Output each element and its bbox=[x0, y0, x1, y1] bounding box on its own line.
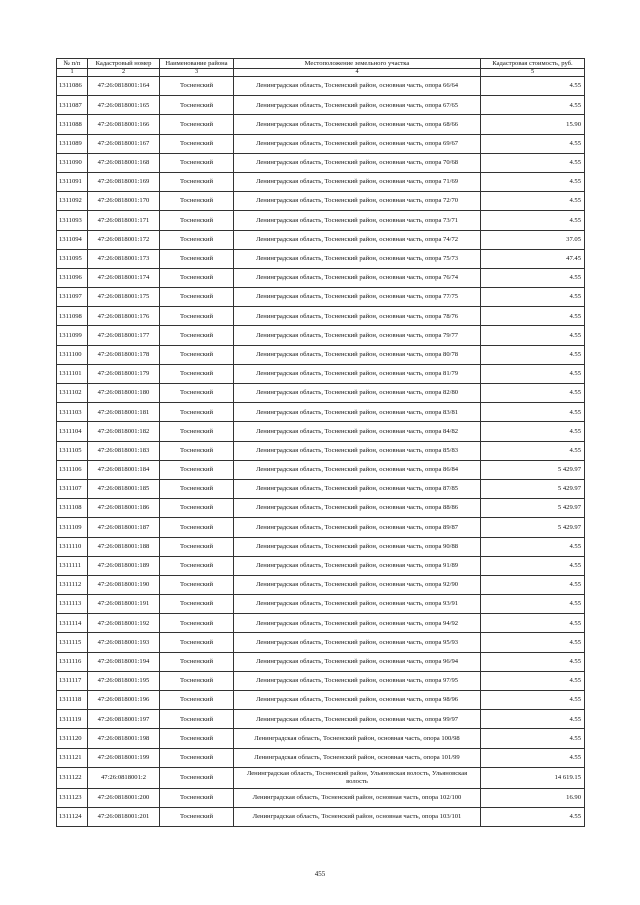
land-location: Ленинградская область, Тосненский район, основная часть, опора 84/82 bbox=[234, 422, 481, 441]
row-index: 1311097 bbox=[57, 288, 88, 307]
cadastral-value: 4.55 bbox=[481, 172, 585, 191]
cadastral-number: 47:26:0818001:183 bbox=[88, 441, 160, 460]
row-index: 1311101 bbox=[57, 364, 88, 383]
column-number-row bbox=[57, 69, 585, 77]
column-number: 2 bbox=[88, 69, 160, 77]
land-location: Ленинградская область, Тосненский район, основная часть, опора 74/72 bbox=[234, 230, 481, 249]
header-cadastral-number: Кадастровый номер bbox=[88, 59, 160, 69]
district-name: Тосненский bbox=[160, 364, 234, 383]
row-index: 1311095 bbox=[57, 249, 88, 268]
header-district: Наименование района bbox=[160, 59, 234, 69]
district-name: Тосненский bbox=[160, 460, 234, 479]
row-index: 1311117 bbox=[57, 671, 88, 690]
land-location: Ленинградская область, Тосненский район, основная часть, опора 89/87 bbox=[234, 518, 481, 537]
table-row bbox=[57, 441, 585, 460]
cadastral-value: 4.55 bbox=[481, 134, 585, 153]
row-index: 1311121 bbox=[57, 748, 88, 767]
district-name: Тосненский bbox=[160, 595, 234, 614]
cadastral-number: 47:26:0818001:184 bbox=[88, 460, 160, 479]
district-name: Тосненский bbox=[160, 671, 234, 690]
district-name: Тосненский bbox=[160, 326, 234, 345]
cadastral-value: 4.55 bbox=[481, 691, 585, 710]
district-name: Тосненский bbox=[160, 729, 234, 748]
table-row bbox=[57, 807, 585, 826]
district-name: Тосненский bbox=[160, 422, 234, 441]
cadastral-number: 47:26:0818001:188 bbox=[88, 537, 160, 556]
district-name: Тосненский bbox=[160, 788, 234, 807]
land-location: Ленинградская область, Тосненский район, основная часть, опора 80/78 bbox=[234, 345, 481, 364]
land-location: Ленинградская область, Тосненский район, основная часть, опора 103/101 bbox=[234, 807, 481, 826]
row-index: 1311120 bbox=[57, 729, 88, 748]
district-name: Тосненский bbox=[160, 575, 234, 594]
cadastral-value: 4.55 bbox=[481, 441, 585, 460]
cadastral-number: 47:26:0818001:178 bbox=[88, 345, 160, 364]
cadastral-value: 4.55 bbox=[481, 537, 585, 556]
row-index: 1311123 bbox=[57, 788, 88, 807]
cadastral-number: 47:26:0818001:169 bbox=[88, 172, 160, 191]
district-name: Тосненский bbox=[160, 115, 234, 134]
row-index: 1311105 bbox=[57, 441, 88, 460]
district-name: Тосненский bbox=[160, 172, 234, 191]
row-index: 1311093 bbox=[57, 211, 88, 230]
table-row bbox=[57, 652, 585, 671]
cadastral-value: 4.55 bbox=[481, 326, 585, 345]
cadastral-value: 4.55 bbox=[481, 153, 585, 172]
table-row bbox=[57, 345, 585, 364]
cadastral-number: 47:26:0818001:185 bbox=[88, 479, 160, 498]
row-index: 1311102 bbox=[57, 384, 88, 403]
table-row bbox=[57, 326, 585, 345]
cadastral-value: 4.55 bbox=[481, 422, 585, 441]
table-row bbox=[57, 115, 585, 134]
table-row bbox=[57, 268, 585, 287]
row-index: 1311108 bbox=[57, 499, 88, 518]
district-name: Тосненский bbox=[160, 441, 234, 460]
cadastral-value: 4.55 bbox=[481, 288, 585, 307]
district-name: Тосненский bbox=[160, 268, 234, 287]
cadastral-number: 47:26:0818001:195 bbox=[88, 671, 160, 690]
table-row bbox=[57, 671, 585, 690]
row-index: 1311087 bbox=[57, 96, 88, 115]
district-name: Тосненский bbox=[160, 249, 234, 268]
land-location: Ленинградская область, Тосненский район, основная часть, опора 101/99 bbox=[234, 748, 481, 767]
table-row bbox=[57, 691, 585, 710]
cadastral-number: 47:26:0818001:177 bbox=[88, 326, 160, 345]
cadastral-number: 47:26:0818001:201 bbox=[88, 807, 160, 826]
row-index: 1311092 bbox=[57, 192, 88, 211]
district-name: Тосненский bbox=[160, 767, 234, 788]
table-row bbox=[57, 479, 585, 498]
table-row bbox=[57, 518, 585, 537]
cadastral-number: 47:26:0818001:174 bbox=[88, 268, 160, 287]
district-name: Тосненский bbox=[160, 288, 234, 307]
cadastral-number: 47:26:0818001:198 bbox=[88, 729, 160, 748]
land-location: Ленинградская область, Тосненский район, основная часть, опора 70/68 bbox=[234, 153, 481, 172]
cadastral-number: 47:26:0818001:200 bbox=[88, 788, 160, 807]
table-row bbox=[57, 595, 585, 614]
land-location: Ленинградская область, Тосненский район, основная часть, опора 76/74 bbox=[234, 268, 481, 287]
cadastral-number: 47:26:0818001:173 bbox=[88, 249, 160, 268]
district-name: Тосненский bbox=[160, 479, 234, 498]
cadastral-value: 4.55 bbox=[481, 384, 585, 403]
land-location: Ленинградская область, Тосненский район, основная часть, опора 91/89 bbox=[234, 556, 481, 575]
cadastral-number: 47:26:0818001:166 bbox=[88, 115, 160, 134]
district-name: Тосненский bbox=[160, 230, 234, 249]
table-row bbox=[57, 748, 585, 767]
district-name: Тосненский bbox=[160, 192, 234, 211]
row-index: 1311113 bbox=[57, 595, 88, 614]
table-row bbox=[57, 556, 585, 575]
row-index: 1311111 bbox=[57, 556, 88, 575]
cadastral-value: 15.90 bbox=[481, 115, 585, 134]
land-location: Ленинградская область, Тосненский район, Ульяновская волость, Ульяновская волость bbox=[234, 767, 481, 788]
cadastral-value: 5 429.97 bbox=[481, 518, 585, 537]
cadastral-value: 4.55 bbox=[481, 614, 585, 633]
row-index: 1311124 bbox=[57, 807, 88, 826]
land-location: Ленинградская область, Тосненский район, основная часть, опора 73/71 bbox=[234, 211, 481, 230]
table-row bbox=[57, 614, 585, 633]
table-row bbox=[57, 537, 585, 556]
row-index: 1311099 bbox=[57, 326, 88, 345]
column-number: 1 bbox=[57, 69, 88, 77]
cadastral-value: 4.55 bbox=[481, 345, 585, 364]
land-location: Ленинградская область, Тосненский район, основная часть, опора 92/90 bbox=[234, 575, 481, 594]
district-name: Тосненский bbox=[160, 153, 234, 172]
cadastral-number: 47:26:0818001:193 bbox=[88, 633, 160, 652]
cadastral-value: 5 429.97 bbox=[481, 460, 585, 479]
cadastral-value: 4.55 bbox=[481, 211, 585, 230]
land-location: Ленинградская область, Тосненский район, основная часть, опора 98/96 bbox=[234, 691, 481, 710]
land-location: Ленинградская область, Тосненский район, основная часть, опора 102/100 bbox=[234, 788, 481, 807]
cadastral-value: 4.55 bbox=[481, 807, 585, 826]
cadastral-value: 5 429.97 bbox=[481, 479, 585, 498]
land-location: Ленинградская область, Тосненский район, основная часть, опора 67/65 bbox=[234, 96, 481, 115]
cadastral-number: 47:26:0818001:165 bbox=[88, 96, 160, 115]
land-location: Ленинградская область, Тосненский район, основная часть, опора 88/86 bbox=[234, 499, 481, 518]
land-location: Ленинградская область, Тосненский район, основная часть, опора 95/93 bbox=[234, 633, 481, 652]
land-location: Ленинградская область, Тосненский район, основная часть, опора 66/64 bbox=[234, 77, 481, 96]
land-location: Ленинградская область, Тосненский район, основная часть, опора 90/88 bbox=[234, 537, 481, 556]
cadastral-number: 47:26:0818001:2 bbox=[88, 767, 160, 788]
land-location: Ленинградская область, Тосненский район, основная часть, опора 93/91 bbox=[234, 595, 481, 614]
cadastral-number: 47:26:0818001:180 bbox=[88, 384, 160, 403]
cadastral-number: 47:26:0818001:196 bbox=[88, 691, 160, 710]
district-name: Тосненский bbox=[160, 134, 234, 153]
cadastral-value: 4.55 bbox=[481, 96, 585, 115]
column-number: 3 bbox=[160, 69, 234, 77]
row-index: 1311103 bbox=[57, 403, 88, 422]
district-name: Тосненский bbox=[160, 614, 234, 633]
cadastral-value: 4.55 bbox=[481, 748, 585, 767]
row-index: 1311091 bbox=[57, 172, 88, 191]
table-row bbox=[57, 460, 585, 479]
cadastral-number: 47:26:0818001:176 bbox=[88, 307, 160, 326]
district-name: Тосненский bbox=[160, 633, 234, 652]
cadastral-number: 47:26:0818001:187 bbox=[88, 518, 160, 537]
cadastral-number: 47:26:0818001:191 bbox=[88, 595, 160, 614]
table-row bbox=[57, 422, 585, 441]
land-location: Ленинградская область, Тосненский район, основная часть, опора 71/69 bbox=[234, 172, 481, 191]
table-row bbox=[57, 788, 585, 807]
cadastral-number: 47:26:0818001:167 bbox=[88, 134, 160, 153]
cadastral-number: 47:26:0818001:197 bbox=[88, 710, 160, 729]
row-index: 1311112 bbox=[57, 575, 88, 594]
district-name: Тосненский bbox=[160, 403, 234, 422]
table-row bbox=[57, 134, 585, 153]
cadastral-number: 47:26:0818001:190 bbox=[88, 575, 160, 594]
land-location: Ленинградская область, Тосненский район, основная часть, опора 96/94 bbox=[234, 652, 481, 671]
table-row bbox=[57, 710, 585, 729]
district-name: Тосненский bbox=[160, 518, 234, 537]
table-row bbox=[57, 364, 585, 383]
cadastral-number: 47:26:0818001:171 bbox=[88, 211, 160, 230]
table-row bbox=[57, 307, 585, 326]
land-location: Ленинградская область, Тосненский район, основная часть, опора 79/77 bbox=[234, 326, 481, 345]
row-index: 1311100 bbox=[57, 345, 88, 364]
land-location: Ленинградская область, Тосненский район, основная часть, опора 94/92 bbox=[234, 614, 481, 633]
table-body bbox=[57, 77, 585, 827]
cadastral-table bbox=[56, 58, 585, 827]
header-cadastral-value: Кадастровая стоимость, руб. bbox=[481, 59, 585, 69]
cadastral-value: 4.55 bbox=[481, 192, 585, 211]
row-index: 1311110 bbox=[57, 537, 88, 556]
table-row bbox=[57, 211, 585, 230]
row-index: 1311107 bbox=[57, 479, 88, 498]
land-location: Ленинградская область, Тосненский район, основная часть, опора 83/81 bbox=[234, 403, 481, 422]
table-row bbox=[57, 384, 585, 403]
cadastral-value: 4.55 bbox=[481, 307, 585, 326]
land-location: Ленинградская область, Тосненский район, основная часть, опора 85/83 bbox=[234, 441, 481, 460]
row-index: 1311090 bbox=[57, 153, 88, 172]
district-name: Тосненский bbox=[160, 96, 234, 115]
cadastral-value: 4.55 bbox=[481, 710, 585, 729]
header-row bbox=[57, 59, 585, 69]
district-name: Тосненский bbox=[160, 77, 234, 96]
header-index: № п/п bbox=[57, 59, 88, 69]
cadastral-value: 4.55 bbox=[481, 364, 585, 383]
cadastral-value: 4.55 bbox=[481, 671, 585, 690]
row-index: 1311119 bbox=[57, 710, 88, 729]
table-row bbox=[57, 192, 585, 211]
cadastral-number: 47:26:0818001:189 bbox=[88, 556, 160, 575]
district-name: Тосненский bbox=[160, 384, 234, 403]
table-row bbox=[57, 96, 585, 115]
row-index: 1311106 bbox=[57, 460, 88, 479]
district-name: Тосненский bbox=[160, 710, 234, 729]
cadastral-value: 47.45 bbox=[481, 249, 585, 268]
land-location: Ленинградская область, Тосненский район, основная часть, опора 72/70 bbox=[234, 192, 481, 211]
district-name: Тосненский bbox=[160, 691, 234, 710]
table-row bbox=[57, 767, 585, 788]
district-name: Тосненский bbox=[160, 537, 234, 556]
row-index: 1311116 bbox=[57, 652, 88, 671]
land-location: Ленинградская область, Тосненский район, основная часть, опора 86/84 bbox=[234, 460, 481, 479]
cadastral-number: 47:26:0818001:192 bbox=[88, 614, 160, 633]
district-name: Тосненский bbox=[160, 211, 234, 230]
row-index: 1311122 bbox=[57, 767, 88, 788]
table-row bbox=[57, 153, 585, 172]
land-location: Ленинградская область, Тосненский район, основная часть, опора 100/98 bbox=[234, 729, 481, 748]
cadastral-number: 47:26:0818001:175 bbox=[88, 288, 160, 307]
land-location: Ленинградская область, Тосненский район, основная часть, опора 87/85 bbox=[234, 479, 481, 498]
table-row bbox=[57, 499, 585, 518]
district-name: Тосненский bbox=[160, 748, 234, 767]
land-location: Ленинградская область, Тосненский район, основная часть, опора 68/66 bbox=[234, 115, 481, 134]
cadastral-value: 14 619.15 bbox=[481, 767, 585, 788]
column-number: 4 bbox=[234, 69, 481, 77]
land-location: Ленинградская область, Тосненский район, основная часть, опора 75/73 bbox=[234, 249, 481, 268]
land-location: Ленинградская область, Тосненский район, основная часть, опора 82/80 bbox=[234, 384, 481, 403]
row-index: 1311094 bbox=[57, 230, 88, 249]
cadastral-value: 4.55 bbox=[481, 652, 585, 671]
cadastral-value: 4.55 bbox=[481, 633, 585, 652]
cadastral-value: 4.55 bbox=[481, 403, 585, 422]
table-row bbox=[57, 729, 585, 748]
table-row bbox=[57, 403, 585, 422]
cadastral-number: 47:26:0818001:181 bbox=[88, 403, 160, 422]
cadastral-number: 47:26:0818001:194 bbox=[88, 652, 160, 671]
cadastral-value: 4.55 bbox=[481, 556, 585, 575]
row-index: 1311104 bbox=[57, 422, 88, 441]
land-location: Ленинградская область, Тосненский район, основная часть, опора 78/76 bbox=[234, 307, 481, 326]
table-row bbox=[57, 77, 585, 96]
cadastral-number: 47:26:0818001:186 bbox=[88, 499, 160, 518]
district-name: Тосненский bbox=[160, 556, 234, 575]
document-page bbox=[56, 58, 584, 827]
row-index: 1311118 bbox=[57, 691, 88, 710]
row-index: 1311088 bbox=[57, 115, 88, 134]
land-location: Ленинградская область, Тосненский район, основная часть, опора 69/67 bbox=[234, 134, 481, 153]
cadastral-value: 4.55 bbox=[481, 575, 585, 594]
cadastral-number: 47:26:0818001:168 bbox=[88, 153, 160, 172]
district-name: Тосненский bbox=[160, 652, 234, 671]
table-row bbox=[57, 575, 585, 594]
cadastral-value: 16.90 bbox=[481, 788, 585, 807]
row-index: 1311109 bbox=[57, 518, 88, 537]
table-row bbox=[57, 249, 585, 268]
row-index: 1311114 bbox=[57, 614, 88, 633]
table-row bbox=[57, 230, 585, 249]
cadastral-number: 47:26:0818001:172 bbox=[88, 230, 160, 249]
row-index: 1311086 bbox=[57, 77, 88, 96]
cadastral-number: 47:26:0818001:182 bbox=[88, 422, 160, 441]
district-name: Тосненский bbox=[160, 307, 234, 326]
row-index: 1311115 bbox=[57, 633, 88, 652]
table-row bbox=[57, 633, 585, 652]
table-row bbox=[57, 172, 585, 191]
row-index: 1311098 bbox=[57, 307, 88, 326]
cadastral-number: 47:26:0818001:170 bbox=[88, 192, 160, 211]
district-name: Тосненский bbox=[160, 807, 234, 826]
cadastral-value: 4.55 bbox=[481, 595, 585, 614]
cadastral-value: 4.55 bbox=[481, 729, 585, 748]
cadastral-value: 4.55 bbox=[481, 268, 585, 287]
header-location: Местоположение земельного участка bbox=[234, 59, 481, 69]
cadastral-value: 37.05 bbox=[481, 230, 585, 249]
cadastral-value: 4.55 bbox=[481, 77, 585, 96]
cadastral-number: 47:26:0818001:164 bbox=[88, 77, 160, 96]
district-name: Тосненский bbox=[160, 345, 234, 364]
land-location: Ленинградская область, Тосненский район, основная часть, опора 77/75 bbox=[234, 288, 481, 307]
cadastral-number: 47:26:0818001:179 bbox=[88, 364, 160, 383]
row-index: 1311096 bbox=[57, 268, 88, 287]
district-name: Тосненский bbox=[160, 499, 234, 518]
land-location: Ленинградская область, Тосненский район, основная часть, опора 99/97 bbox=[234, 710, 481, 729]
row-index: 1311089 bbox=[57, 134, 88, 153]
table-row bbox=[57, 288, 585, 307]
cadastral-value: 5 429.97 bbox=[481, 499, 585, 518]
column-number: 5 bbox=[481, 69, 585, 77]
page-number: 455 bbox=[314, 870, 326, 878]
land-location: Ленинградская область, Тосненский район, основная часть, опора 97/95 bbox=[234, 671, 481, 690]
land-location: Ленинградская область, Тосненский район, основная часть, опора 81/79 bbox=[234, 364, 481, 383]
cadastral-number: 47:26:0818001:199 bbox=[88, 748, 160, 767]
